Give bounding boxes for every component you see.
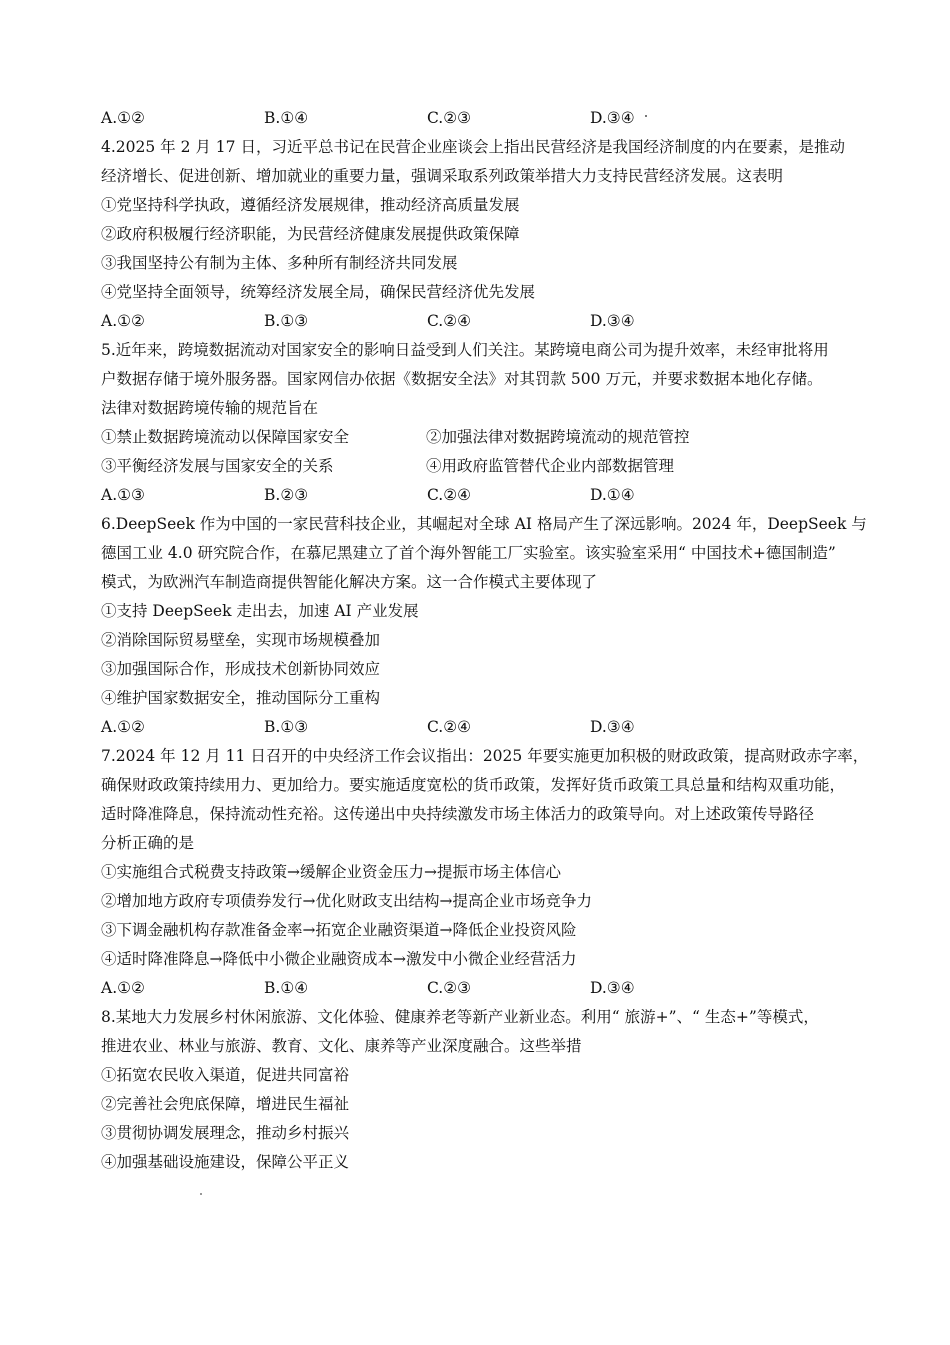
q4-item-1: ①党坚持科学执政，遵循经济发展规律，推动经济高质量发展 [101,196,520,214]
question-content [101,104,871,1177]
q8-stem-line: 推进农业、林业与旅游、教育、文化、康养等产业深度融合。这些举措 [101,1037,582,1055]
q7-stem [101,742,871,858]
q5-items-row-2 [101,452,871,481]
q8-stem [101,1003,871,1061]
q6-item-2: ②消除国际贸易壁垒，实现市场规模叠加 [101,631,381,649]
q7-option-d[interactable]: D.③④ [590,979,635,997]
q5-item-2: ②加强法律对数据跨境流动的规范管控 [426,428,690,446]
q5-option-a[interactable]: A.①③ [101,486,145,504]
q5-option-b[interactable]: B.②③ [264,486,309,504]
q6-stem-line: 6.DeepSeek 作为中国的一家民营科技企业，其崛起对全球 AI 格局产生了深远影响。2024 年，DeepSeek 与 [101,515,867,533]
q7-stem-line: 确保财政政策持续用力、更加给力。要实施适度宽松的货币政策，发挥好货币政策工具总量和结构双重功能， [101,776,846,794]
q6-item-4: ④维护国家数据安全，推动国际分工重构 [101,689,381,707]
q5-item-1: ①禁止数据跨境流动以保障国家安全 [101,428,350,446]
q3-option-c[interactable]: C.②③ [427,109,472,127]
q5-items-row-1 [101,423,871,452]
q6-item-1: ①支持 DeepSeek 走出去，加速 AI 产业发展 [101,602,419,620]
q5-option-c[interactable]: C.②④ [427,486,472,504]
q7-stem-line: 分析正确的是 [101,834,195,852]
q4-stem-line: 经济增长、促进创新、增加就业的重要力量，强调采取系列政策举措大力支持民营经济发展。这表明 [101,167,784,185]
q5-options [101,481,871,510]
q6-stem-line: 模式，为欧洲汽车制造商提供智能化解决方案。这一合作模式主要体现了 [101,573,598,591]
q5-option-d[interactable]: D.①④ [590,486,635,504]
q5-item-3: ③平衡经济发展与国家安全的关系 [101,457,334,475]
q8-item-3: ③贯彻协调发展理念，推动乡村振兴 [101,1124,350,1142]
q4-option-d[interactable]: D.③④ [590,312,635,330]
q5-stem-line: 户数据存储于境外服务器。国家网信办依据《数据安全法》对其罚款 500 万元，并要求数据本地化存储。 [101,370,823,388]
q4-option-a[interactable]: A.①② [101,312,145,330]
q4-item-3: ③我国坚持公有制为主体、多种所有制经济共同发展 [101,254,458,272]
q7-item-4: ④适时降准降息→降低中小微企业融资成本→激发中小微企业经营活力 [101,950,577,968]
q7-stem-line: 适时降准降息，保持流动性充裕。这传递出中央持续激发市场主体活力的政策导向。对上述政策传导路径 [101,805,815,823]
q8-item-4: ④加强基础设施建设，保障公平正义 [101,1153,350,1171]
q8-stem-line: 8.某地大力发展乡村休闲旅游、文化体验、健康养老等新产业新业态。利用“ 旅游+”、“ 生态+”等模式， [101,1008,819,1026]
q6-options [101,713,871,742]
q7-stem-line: 7.2024 年 12 月 11 日召开的中央经济工作会议指出：2025 年要实施更加积极的财政政策，提高财政赤字率， [101,747,869,765]
q4-stem [101,133,871,191]
q4-item-2: ②政府积极履行经济职能，为民营经济健康发展提供政策保障 [101,225,520,243]
q7-option-b[interactable]: B.①④ [264,979,309,997]
q5-item-4: ④用政府监管替代企业内部数据管理 [426,457,675,475]
q3-option-d[interactable]: D.③④ [590,109,635,127]
q5-stem-line: 法律对数据跨境传输的规范旨在 [101,399,319,417]
q7-item-3: ③下调金融机构存款准备金率→拓宽企业融资渠道→降低企业投资风险 [101,921,577,939]
q8-item-1: ①拓宽农民收入渠道，促进共同富裕 [101,1066,350,1084]
stray-dot [200,1193,202,1195]
q4-option-b[interactable]: B.①③ [264,312,309,330]
q7-item-2: ②增加地方政府专项债券发行→优化财政支出结构→提高企业市场竞争力 [101,892,592,910]
q6-stem [101,510,871,597]
q3-options [101,104,871,133]
q6-stem-line: 德国工业 4.0 研究院合作，在慕尼黑建立了首个海外智能工厂实验室。该实验室采用“ 中国技术+德国制造” [101,544,836,562]
q5-stem-line: 5.近年来，跨境数据流动对国家安全的影响日益受到人们关注。某跨境电商公司为提升效率，未经审批将用 [101,341,829,359]
q6-item-3: ③加强国际合作，形成技术创新协同效应 [101,660,381,678]
q7-options [101,974,871,1003]
q7-option-a[interactable]: A.①② [101,979,145,997]
q4-option-c[interactable]: C.②④ [427,312,472,330]
q4-options [101,307,871,336]
q6-option-a[interactable]: A.①② [101,718,145,736]
q8-item-2: ②完善社会兜底保障，增进民生福祉 [101,1095,350,1113]
q6-option-c[interactable]: C.②④ [427,718,472,736]
q3-option-a[interactable]: A.①② [101,109,145,127]
q4-stem-line: 4.2025 年 2 月 17 日，习近平总书记在民营企业座谈会上指出民营经济是我国经济制度的内在要素，是推动 [101,138,845,156]
q6-option-b[interactable]: B.①③ [264,718,309,736]
q6-option-d[interactable]: D.③④ [590,718,635,736]
q3-option-b[interactable]: B.①④ [264,109,309,127]
q7-option-c[interactable]: C.②③ [427,979,472,997]
q4-item-4: ④党坚持全面领导，统筹经济发展全局，确保民营经济优先发展 [101,283,536,301]
q7-item-1: ①实施组合式税费支持政策→缓解企业资金压力→提振市场主体信心 [101,863,561,881]
q5-stem [101,336,871,423]
